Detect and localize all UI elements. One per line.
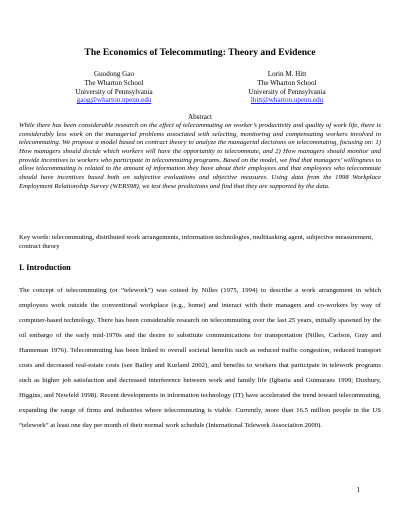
author-affiliation: The Wharton School [257, 78, 317, 87]
author-block-hitt [217, 70, 357, 105]
author-name: Guodong Gao [94, 70, 134, 78]
abstract-text: While there has been considerable research on the effect of telecommuting on worker’s productivity and quality of work life, there is considerably less work on the managerial problems associated with selecting, monitoring and compensating workers involved in telecommuting. We propose a model based on contract theory to analyze the managerial decisions on telecommuting, focusing on: 1) How managers should decide which workers will have the opportunity to telecommute, and 2) How managers should monitor and provide incentives to workers who participate in telecommuting programs. Based on the model, we find that managers’ willingness to allow telecommuting is related to the amount of information they have about their employees and that employees who telecommute should have incentives based both on subjective evaluations and objective measures. Using data from the 1998 Workplace Employment Relationship Survey (WERS98), we test these predictions and find that they are supported by the data. [19, 122, 381, 190]
author-block-gao [44, 70, 184, 105]
keywords: Key words: telecommuting, distributed work arrangements, information technologies, multitasking agent, subjective measurement, contract theory [19, 234, 373, 250]
author-email-link[interactable]: gaog@wharton.upenn.edu [76, 96, 152, 105]
paper-title: The Economics of Telecommuting: Theory and Evidence [84, 47, 316, 58]
section-heading: I. Introduction [19, 263, 71, 272]
page-number: 1 [356, 486, 360, 494]
author-name: Lorin M. Hitt [267, 70, 307, 78]
body-paragraph: The concept of telecommuting (or “telework”) was coined by Nilles (1975, 1994) to describe a work arrangement in which employees work outside the conventional workplace (e.g., home) and interact with their managers and co-workers by way of computer-based technology. There has been considerable research on telecommuting over the last 25 years, initially spawned by the oil embargo of the early mid-1970s and the desire to substitute communications for transportation (Nilles, Carlson, Gray and Hanneman 1976). Telecommuting has been linked to overall societal benefits such as reduced traffic congestion, reduced transport costs and decreased real-estate costs (see Bailey and Kurland 2002), and benefits to workers that participate in telework programs such as higher job satisfaction and decreased interference between work and family life (Igbaria and Guimaraes 1999; Duxbury, Higgins, and Newfeld 1998). Recent developments in information technology (IT) have accelerated the trend toward telecommuting, expanding the range of firms and industries where telecommuting is viable. Currently, more than 16.5 million people in the US “telework” at least one day per month of their normal work schedule (International Telework Association 2000). [19, 287, 381, 430]
abstract-heading: Abstract [187, 113, 213, 121]
author-university: University of Pennsylvania [248, 87, 326, 96]
author-university: University of Pennsylvania [75, 87, 153, 96]
author-affiliation: The Wharton School [84, 78, 144, 87]
author-email-link[interactable]: lhitt@wharton.upenn.edu [250, 96, 324, 105]
